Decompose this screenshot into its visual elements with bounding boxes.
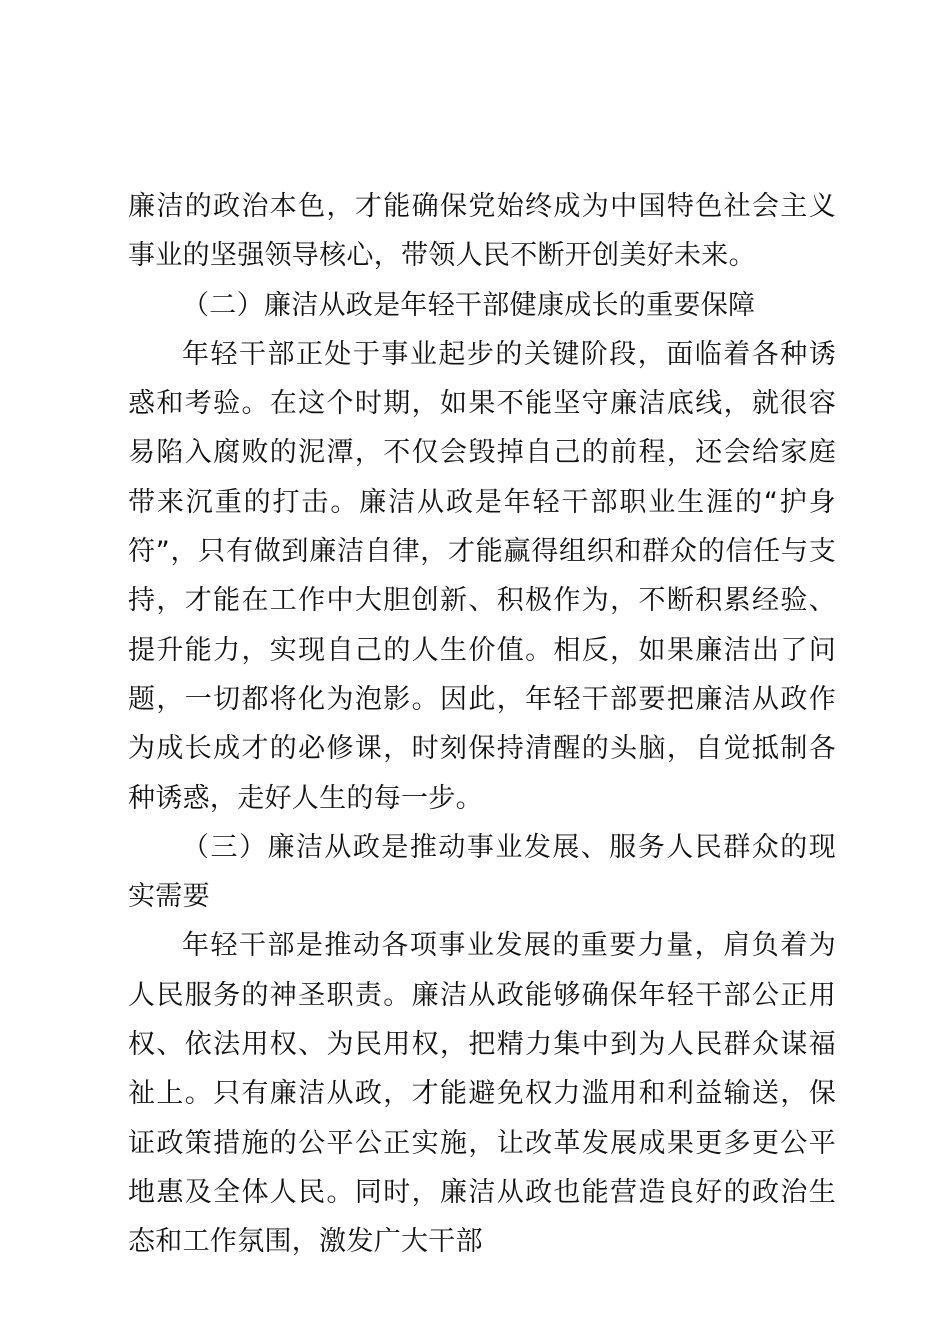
paragraph-continuation: 廉洁的政治本色，才能确保党始终成为中国特色社会主义事业的坚强领导核心，带领人民不断开创美好未来。 [128, 191, 836, 272]
section-heading-2: （二）廉洁从政是年轻干部健康成长的重要保障 [182, 289, 756, 321]
document-body [128, 182, 836, 1267]
paragraph-body-2: 年轻干部正处于事业起步的关键阶段，面临着各种诱惑和考验。在这个时期，如果不能坚守廉洁底线，就很容易陷入腐败的泥潭，不仅会毁掉自己的前程，还会给家庭带来沉重的打击。廉洁从政是年轻干部职业生涯的“护身符”，只有做到廉洁自律，才能赢得组织和群众的信任与支持，才能在工作中大胆创新、积极作为，不断积累经验、提升能力，实现自己的人生价值。相反，如果廉洁出了问题，一切都将化为泡影。因此，年轻干部要把廉洁从政作为成长成才的必修课，时刻保持清醒的头脑，自觉抵制各种诱惑，走好人生的每一步。 [128, 338, 836, 814]
paragraph-body-3: 年轻干部是推动各项事业发展的重要力量，肩负着为人民服务的神圣职责。廉洁从政能够确保年轻干部公正用权、依法用权、为民用权，把精力集中到为人民群众谋福祉上。只有廉洁从政，才能避免权力滥用和利益输送，保证政策措施的公平公正实施，让改革发展成果更多更公平地惠及全体人民。同时，廉洁从政也能营造良好的政治生态和工作氛围，激发广大干部 [128, 930, 836, 1258]
section-heading-3: （三）廉洁从政是推动事业发展、服务人民群众的现实需要 [128, 831, 836, 913]
